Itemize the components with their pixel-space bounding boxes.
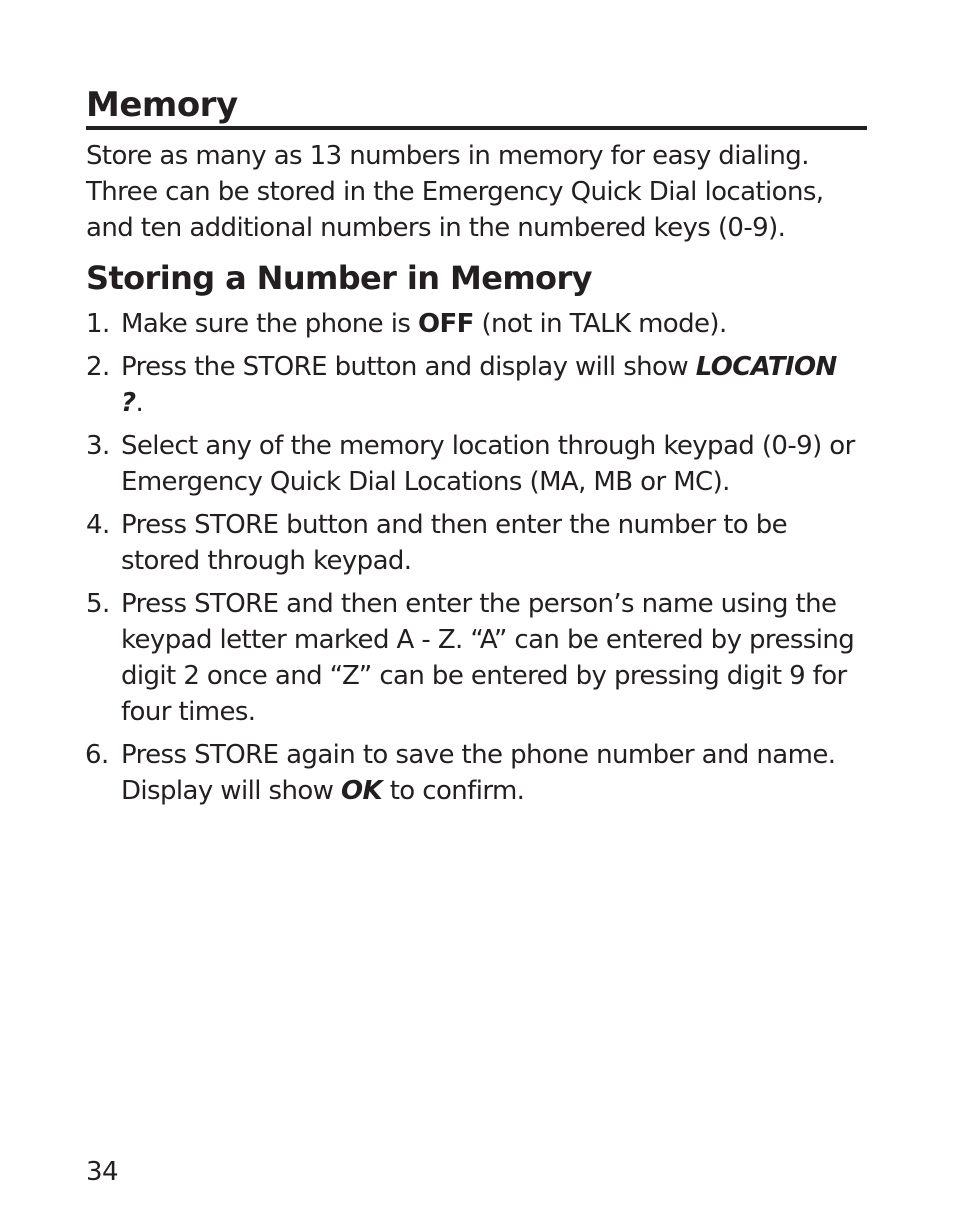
- step-text: Press STORE button and then enter the number to be stored through keypad.: [121, 510, 788, 576]
- manual-page-content: [86, 84, 867, 816]
- step-number: 1.: [86, 309, 110, 339]
- step-item: [86, 428, 867, 500]
- subsection-title: Storing a Number in Memory: [86, 259, 592, 297]
- step-number: 6.: [85, 740, 109, 770]
- step-text-end: .: [135, 388, 144, 418]
- step-item: [86, 306, 867, 342]
- step-number: 5.: [86, 589, 110, 619]
- steps-list: [86, 306, 867, 809]
- step-item: [86, 586, 867, 730]
- step-item: [86, 507, 867, 579]
- step-number: 3.: [86, 431, 110, 461]
- step-number: 2.: [86, 352, 110, 382]
- page-number: 34: [86, 1157, 119, 1187]
- step-emphasis: OK: [340, 776, 383, 806]
- intro-paragraph: Store as many as 13 numbers in memory for easy dialing. Three can be stored in the Emergency Quick Dial locations, and ten additional numbers in the numbered keys (0-9).: [86, 141, 824, 243]
- step-number: 4.: [86, 510, 110, 540]
- step-text: Make sure the phone is: [121, 309, 418, 339]
- step-text: Select any of the memory location through keypad (0-9) or Emergency Quick Dial Locations (MA, MB or MC).: [121, 431, 855, 497]
- step-emphasis: OFF: [417, 309, 474, 339]
- step-text-end: to confirm.: [382, 776, 525, 806]
- step-text: Press STORE and then enter the person’s name using the keypad letter marked A - Z. “A” can be entered by pressing digit 2 once and “Z” can be entered by pressing digit 9 for four times.: [121, 589, 855, 727]
- step-emphasis: LOCATION ?: [121, 352, 837, 418]
- step-text: Press STORE again to save the phone number and name. Display will show: [121, 740, 836, 806]
- step-text: Press the STORE button and display will show: [121, 352, 696, 382]
- step-text-end: (not in TALK mode).: [473, 309, 727, 339]
- title-underline-rule: [86, 126, 867, 130]
- step-item: [86, 737, 867, 809]
- step-item: [86, 349, 867, 421]
- section-title: Memory: [86, 85, 238, 125]
